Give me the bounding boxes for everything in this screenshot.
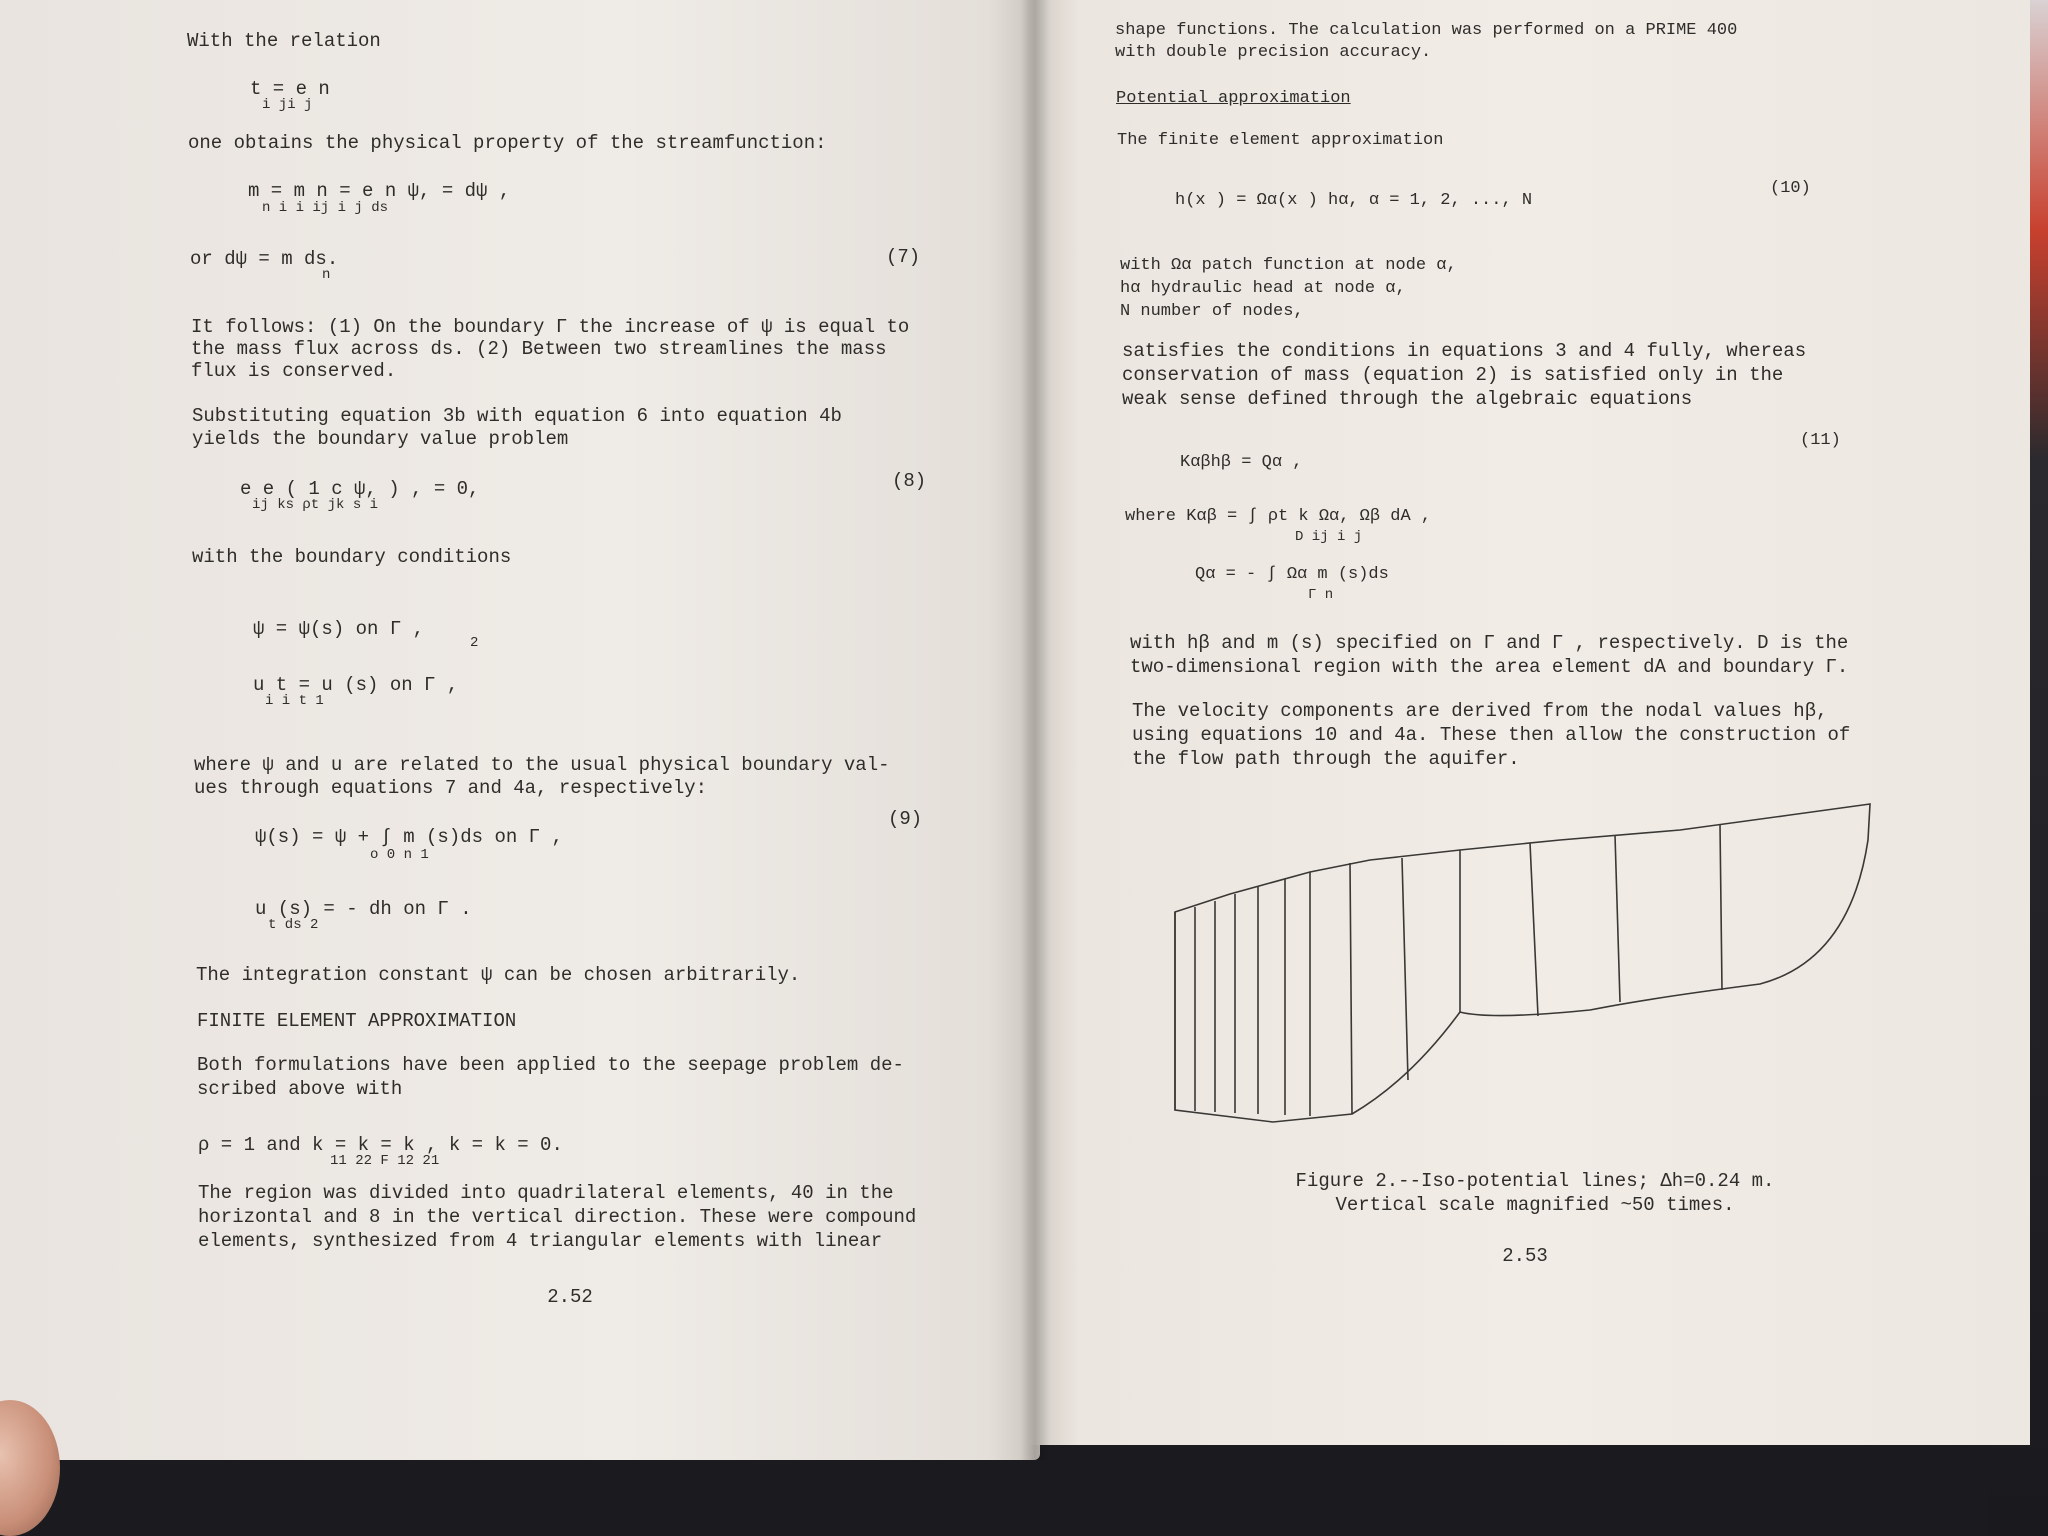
top-line-2: with double precision accuracy.	[1115, 43, 1432, 62]
physical-property-text: one obtains the physical property of the streamfunction:	[188, 132, 827, 154]
rho-line: ρ = 1 and k = k = k , k = k = 0.	[198, 1134, 563, 1156]
where-line-2: ues through equations 7 and 4a, respectively:	[194, 777, 708, 799]
equation-11b: where Kαβ = ∫ ρt k Ωα, Ωβ dA ,	[1125, 507, 1432, 526]
page-number-left: 2.52	[547, 1286, 593, 1308]
with-list-line-3: N number of nodes,	[1120, 302, 1304, 321]
equation-mn-subscripts: n i i ij i j ds	[262, 200, 389, 216]
equation-t: t = e n	[250, 78, 330, 100]
rho-line-subscripts: 11 22 F 12 21	[330, 1153, 440, 1169]
with-h-line-1: with hβ and m (s) specified on Γ and Γ , respectively. D is the	[1130, 632, 1849, 654]
boundary-conditions-text: with the boundary conditions	[192, 546, 512, 568]
equation-8-subscripts: ij ks ρt jk s i	[252, 497, 379, 513]
figure-caption-line-2: Vertical scale magnified ~50 times.	[1335, 1194, 1735, 1216]
follows-line-2: the mass flux across ds. (2) Between two streamlines the mass	[191, 338, 887, 360]
region-line-2: horizontal and 8 in the vertical direction. These were compound	[198, 1206, 917, 1228]
left-page	[0, 0, 1040, 1460]
with-h-line-2: two-dimensional region with the area element dA and boundary Γ.	[1130, 656, 1849, 678]
figure-caption-line-1: Figure 2.--Iso-potential lines; Δh=0.24 m.	[1295, 1170, 1775, 1192]
equation-11-number: (11)	[1800, 431, 1841, 450]
substituting-line-2: yields the boundary value problem	[192, 428, 569, 450]
book-gutter	[1020, 0, 1050, 1460]
relation-intro: With the relation	[187, 30, 381, 52]
top-line-1: shape functions. The calculation was performed on a PRIME 400	[1115, 21, 1738, 40]
boundary-condition-1: ψ = ψ(s) on Γ ,	[253, 618, 425, 640]
equation-10-number: (10)	[1770, 179, 1811, 198]
velocity-line-3: the flow path through the aquifer.	[1132, 748, 1520, 770]
iso-potential-line	[1615, 835, 1620, 1002]
equation-11a: Kαβhβ = Qα ,	[1180, 453, 1303, 472]
page-number-right: 2.53	[1502, 1245, 1548, 1267]
equation-7-subscript: n	[322, 267, 331, 283]
both-formulations-line-2: scribed above with	[197, 1078, 403, 1100]
boundary-condition-2: u t = u (s) on Γ ,	[253, 674, 459, 696]
equation-9a: ψ(s) = ψ + ∫ m (s)ds on Γ ,	[255, 826, 563, 848]
equation-8-number: (8)	[892, 470, 927, 492]
iso-potential-line	[1530, 843, 1538, 1016]
satisfies-line-3: weak sense defined through the algebraic equations	[1122, 388, 1693, 410]
iso-potential-line	[1720, 825, 1722, 990]
iso-potential-line	[1350, 863, 1352, 1114]
equation-10: h(x ) = Ωα(x ) hα, α = 1, 2, ..., N	[1175, 191, 1533, 210]
velocity-line-2: using equations 10 and 4a. These then allow the construction of	[1132, 724, 1851, 746]
substituting-line-1: Substituting equation 3b with equation 6 into equation 4b	[192, 405, 842, 427]
follows-line-1: It follows: (1) On the boundary Γ the increase of ψ is equal to	[191, 316, 910, 338]
boundary-condition-2-subscripts: i i t 1	[265, 693, 324, 709]
integration-constant-text: The integration constant ψ can be chosen arbitrarily.	[196, 964, 801, 986]
equation-7-number: (7)	[886, 246, 921, 268]
satisfies-line-2: conservation of mass (equation 2) is satisfied only in the	[1122, 364, 1784, 386]
follows-line-3: flux is conserved.	[191, 360, 397, 382]
equation-mn: m = m n = e n ψ, = dψ ,	[248, 180, 511, 202]
section-heading: FINITE ELEMENT APPROXIMATION	[197, 1010, 517, 1032]
region-line-1: The region was divided into quadrilateral elements, 40 in the	[198, 1182, 894, 1204]
equation-7: or dψ = m ds.	[190, 248, 339, 270]
with-list-line-2: hα hydraulic head at node α,	[1120, 279, 1406, 298]
aquifer-outline	[1175, 804, 1870, 1122]
iso-potential-line	[1402, 858, 1408, 1080]
region-line-3: elements, synthesized from 4 triangular elements with linear	[198, 1230, 883, 1252]
potential-approximation-heading: Potential approximation	[1116, 89, 1351, 108]
with-list-line-1: with Ωα patch function at node α,	[1120, 256, 1457, 275]
where-line-1: where ψ and u are related to the usual physical boundary val-	[194, 754, 890, 776]
figure-iso-potential-lines	[1030, 780, 2030, 1140]
equation-9b: u (s) = - dh on Γ .	[255, 898, 472, 920]
equation-t-subscripts: i ji j	[262, 97, 313, 113]
satisfies-line-1: satisfies the conditions in equations 3 and 4 fully, whereas	[1122, 340, 1807, 362]
boundary-condition-1-subscript: 2	[470, 635, 479, 651]
equation-8: e e ( 1 c ψ, ) , = 0,	[240, 478, 480, 500]
right-page	[1030, 0, 2030, 1445]
equation-11c: Qα = - ∫ Ωα m (s)ds	[1195, 565, 1389, 584]
equation-11b-subscripts: D ij i j	[1295, 529, 1363, 545]
velocity-line-1: The velocity components are derived from the nodal values hβ,	[1132, 700, 1828, 722]
both-formulations-line-1: Both formulations have been applied to the seepage problem de-	[197, 1054, 904, 1076]
equation-9a-subscripts: o 0 n 1	[370, 847, 429, 863]
equation-9-number: (9)	[888, 808, 923, 830]
equation-9b-subscripts: t ds 2	[268, 917, 319, 933]
equation-11c-subscripts: Γ n	[1308, 587, 1334, 603]
finite-element-intro: The finite element approximation	[1117, 131, 1444, 150]
